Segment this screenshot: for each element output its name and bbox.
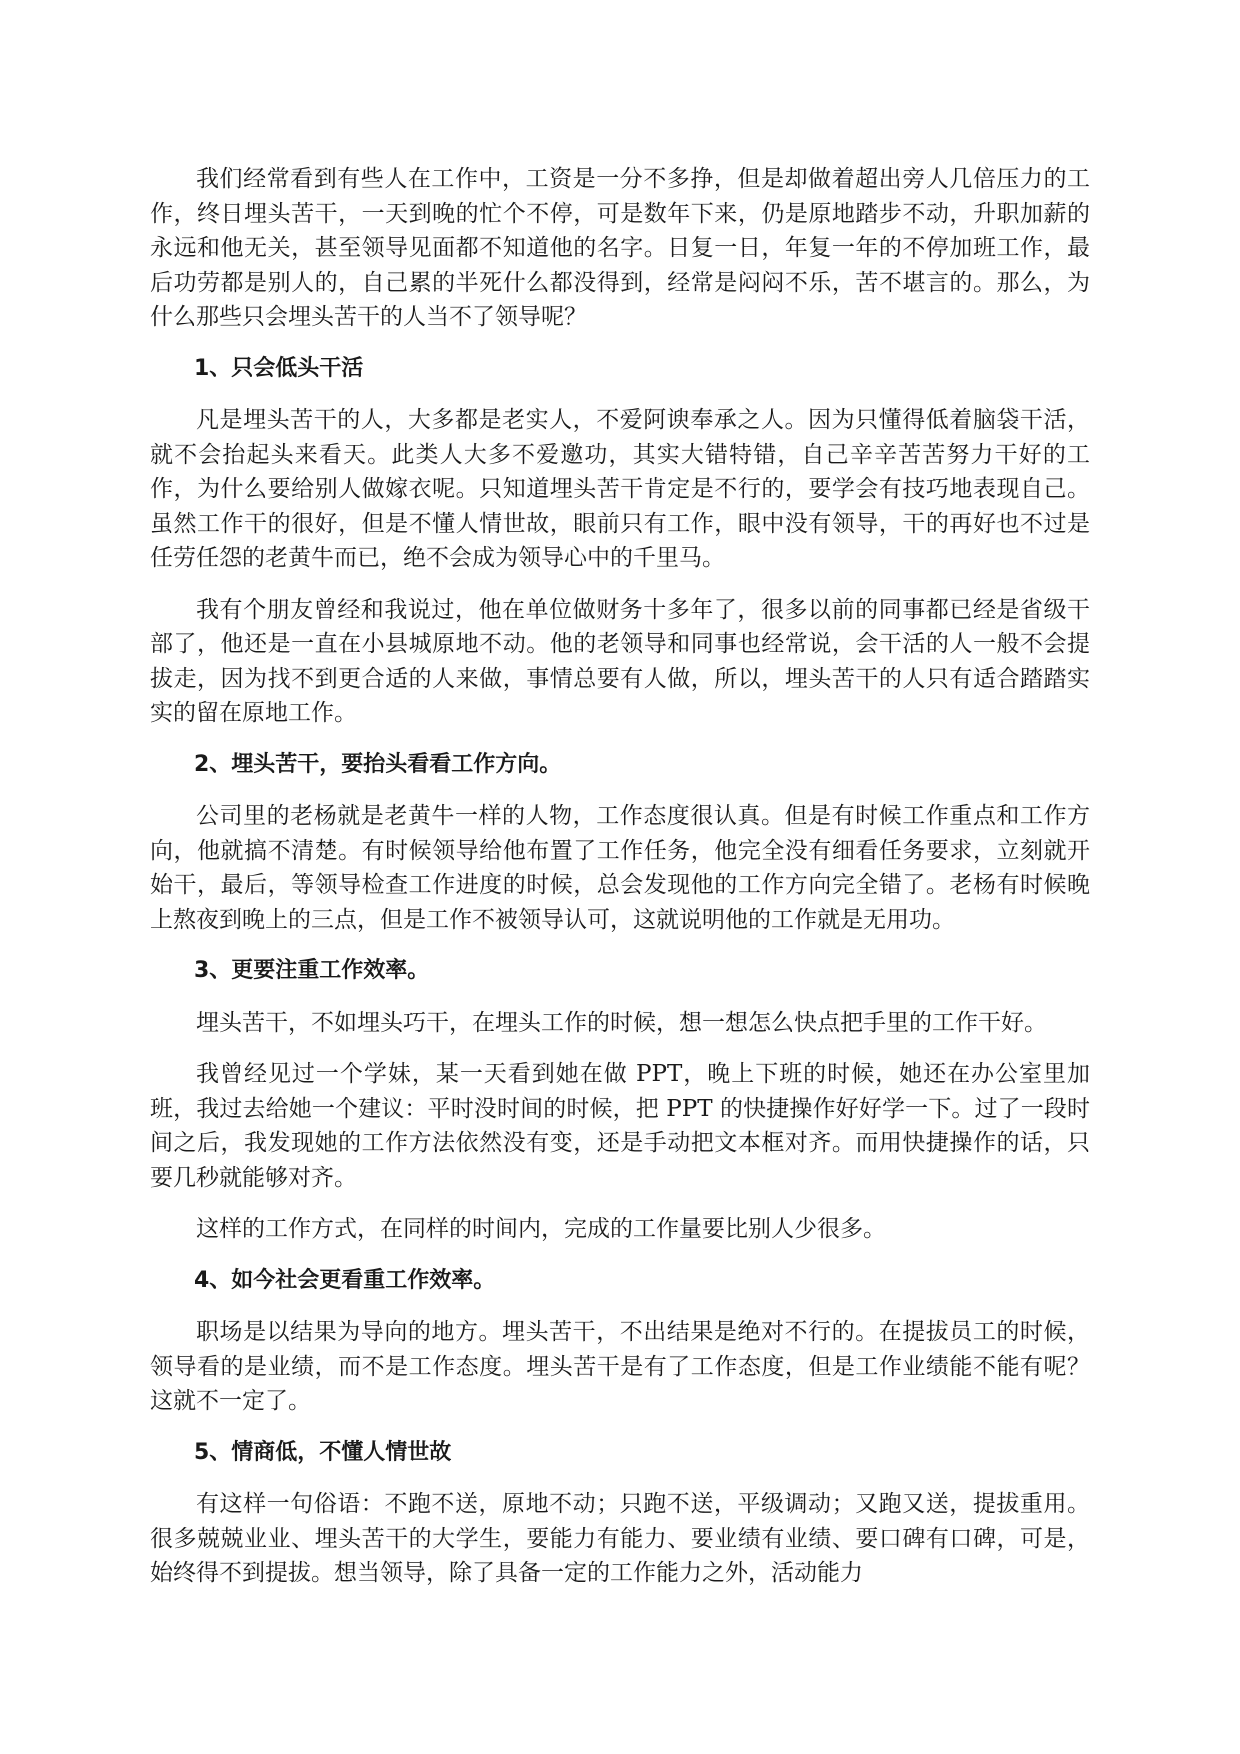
paragraph: 这样的工作方式，在同样的时间内，完成的工作量要比别人少很多。 bbox=[196, 1216, 886, 1242]
paragraph: 职场是以结果为导向的地方。埋头苦干，不出结果是绝对不行的。在提拔员工的时候，领导看的是业绩，而不是工作态度。埋头苦干是有了工作态度，但是工作业绩能不能有呢？这就不一定了。 bbox=[150, 1319, 1090, 1414]
section-heading-5: 5、情商低，不懂人情世故 bbox=[194, 1439, 452, 1465]
paragraph: 我有个朋友曾经和我说过，他在单位做财务十多年了，很多以前的同事都已经是省级干部了，他还是一直在小县城原地不动。他的老领导和同事也经常说，会干活的人一般不会提拔走，因为找不到更合适的人来做，事情总要有人做，所以，埋头苦干的人只有适合踏踏实实的留在原地工作。 bbox=[150, 596, 1090, 726]
paragraph: 凡是埋头苦干的人，大多都是老实人，不爱阿谀奉承之人。因为只懂得低着脑袋干活，就不会抬起头来看天。此类人大多不爱邀功，其实大错特错，自己辛辛苦苦努力干好的工作，为什么要给别人做嫁衣呢。只知道埋头苦干肯定是不行的，要学会有技巧地表现自己。虽然工作干的很好，但是不懂人情世故，眼前只有工作，眼中没有领导，干的再好也不过是任劳任怨的老黄牛而已，绝不会成为领导心中的千里马。 bbox=[150, 407, 1090, 571]
section-heading-2: 2、埋头苦干，要抬头看看工作方向。 bbox=[194, 751, 562, 777]
paragraph-intro: 我们经常看到有些人在工作中，工资是一分不多挣，但是却做着超出旁人几倍压力的工作，终日埋头苦干，一天到晚的忙个不停，可是数年下来，仍是原地踏步不动，升职加薪的永远和他无关，甚至领导见面都不知道他的名字。日复一日，年复一年的不停加班工作，最后功劳都是别人的，自己累的半死什么都没得到，经常是闷闷不乐，苦不堪言的。那么，为什么那些只会埋头苦干的人当不了领导呢？ bbox=[150, 166, 1090, 330]
section-heading-3: 3、更要注重工作效率。 bbox=[194, 958, 430, 983]
document-body bbox=[150, 162, 1090, 1608]
paragraph: 我曾经见过一个学妹，某一天看到她在做 PPT，晚上下班的时候，她还在办公室里加班，我过去给她一个建议：平时没时间的时候，把 PPT 的快捷操作好好学一下。过了一段时间之后，我发现她的工作方法依然没有变，还是手动把文本框对齐。而用快捷操作的话，只要几秒就能够对齐。 bbox=[150, 1061, 1090, 1191]
paragraph: 有这样一句俗语：不跑不送，原地不动；只跑不送，平级调动；又跑又送，提拔重用。很多兢兢业业、埋头苦干的大学生，要能力有能力、要业绩有业绩、要口碑有口碑，可是，始终得不到提拔。想当领导，除了具备一定的工作能力之外，活动能力 bbox=[150, 1491, 1090, 1586]
paragraph: 公司里的老杨就是老黄牛一样的人物，工作态度很认真。但是有时候工作重点和工作方向，他就搞不清楚。有时候领导给他布置了工作任务，他完全没有细看任务要求，立刻就开始干，最后，等领导检查工作进度的时候，总会发现他的工作方向完全错了。老杨有时候晚上熬夜到晚上的三点，但是工作不被领导认可，这就说明他的工作就是无用功。 bbox=[150, 803, 1090, 933]
paragraph: 埋头苦干，不如埋头巧干，在埋头工作的时候，想一想怎么快点把手里的工作干好。 bbox=[196, 1009, 1047, 1036]
section-heading-1: 1、只会低头干活 bbox=[194, 355, 364, 381]
section-heading-4: 4、如今社会更看重工作效率。 bbox=[194, 1267, 496, 1293]
